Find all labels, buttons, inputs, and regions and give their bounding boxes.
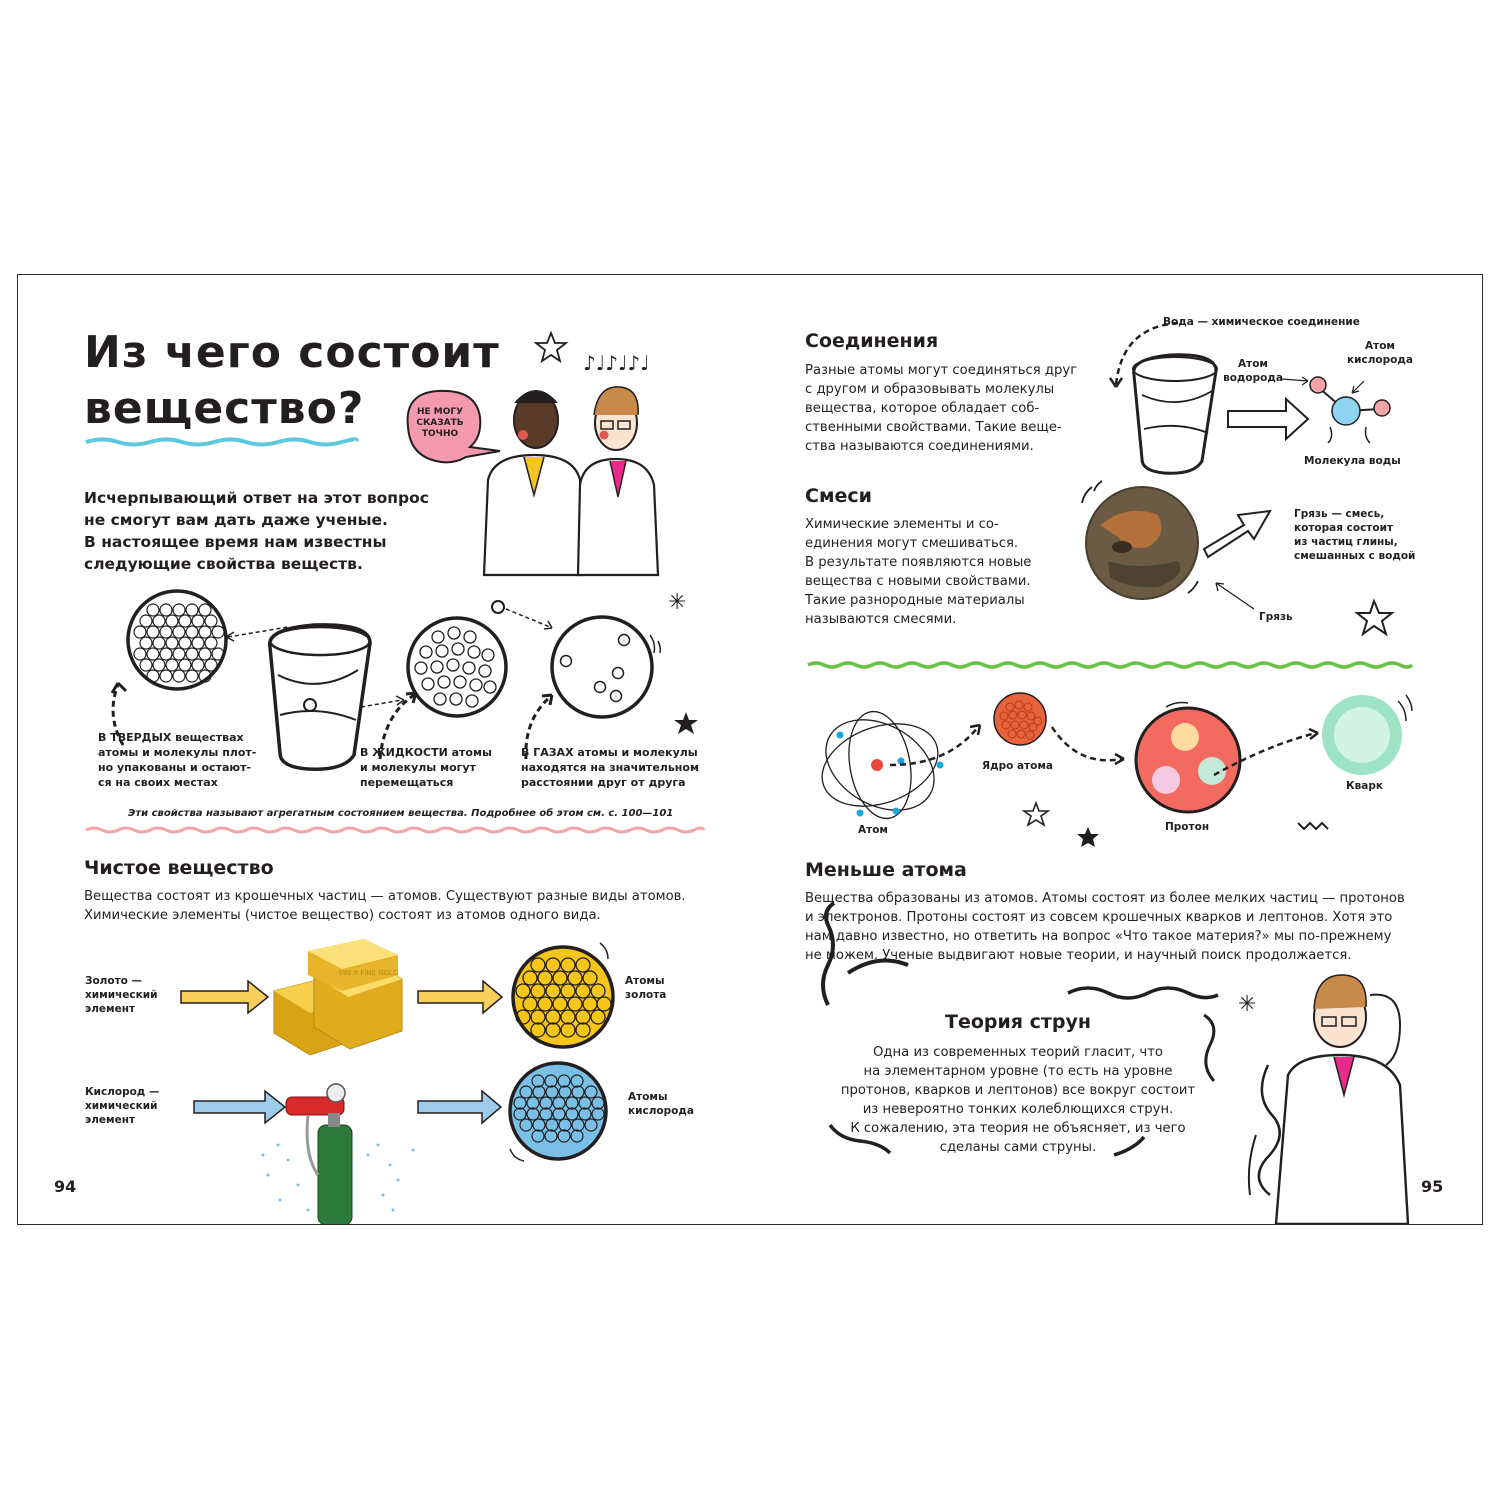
- states-note: Эти свойства называют агрегатным состоянием вещества. Подробнее об этом см. с. 100—101: [128, 808, 674, 819]
- body-line: Вещества образованы из атомов. Атомы состоят из более мелких частиц — протонов: [805, 891, 1405, 906]
- atom-diagram-illustration: [810, 701, 950, 828]
- caption-line: В ГАЗАХ атомы и молекулы: [521, 746, 698, 759]
- string-frame-right: [1204, 1015, 1214, 1081]
- body-line: Разные атомы могут соединяться друг: [805, 363, 1078, 378]
- body-line: сделаны сами струны.: [939, 1140, 1097, 1155]
- gold-arrow-right: [418, 981, 502, 1013]
- string-theory-heading: Теория струн: [944, 1011, 1092, 1033]
- atom-label: Атом: [858, 824, 889, 836]
- label-line: химический: [85, 989, 158, 1001]
- label-line: Золото —: [85, 975, 143, 987]
- blue-arrow-right: [418, 1091, 501, 1123]
- label-line: Атом: [1237, 358, 1268, 370]
- body-line: Вещества состоят из крошечных частиц — атомов. Существуют разные виды атомов.: [84, 889, 686, 904]
- smaller-than-atom-heading: Меньше атома: [805, 859, 967, 881]
- label-line: элемент: [85, 1003, 136, 1015]
- water-molecule-illustration: [1310, 377, 1390, 443]
- body-line: нам давно известно, но ответить на вопрос «Что такое материя?» мы по-прежнему: [805, 929, 1392, 944]
- quark-label: Кварк: [1346, 780, 1383, 792]
- label-line: Атомы: [628, 1091, 668, 1103]
- label-line: смешанных с водой: [1294, 550, 1416, 562]
- gold-arrow-left: [181, 981, 268, 1013]
- caption-line: и молекулы могут: [360, 761, 476, 774]
- lead-line: Исчерпывающий ответ на этот вопрос: [84, 489, 429, 507]
- gas-caption: [521, 745, 711, 790]
- compounds-heading: Соединения: [805, 330, 939, 352]
- nucleus-illustration: [994, 693, 1046, 745]
- star-outline-icon-2: [1357, 601, 1392, 634]
- body-line: К сожалению, эта теория не объясняет, из чего: [850, 1121, 1186, 1136]
- mud-dog-photo: [1082, 481, 1198, 599]
- dashed-arrow-proton: [1052, 727, 1122, 760]
- lead-line: не смогут вам дать даже ученые.: [84, 511, 388, 529]
- water-molecule-label: Молекула воды: [1304, 455, 1401, 467]
- label-line: химический: [85, 1100, 158, 1112]
- bubble-line-3: ТОЧНО: [421, 429, 459, 439]
- body-line: называются смесями.: [805, 612, 957, 627]
- label-line: Атом: [1364, 340, 1395, 352]
- speech-bubble-text: [410, 407, 470, 440]
- mixtures-heading: Смеси: [805, 485, 872, 507]
- body-line: В результате появляются новые: [805, 555, 1032, 570]
- body-line: Такие разнородные материалы: [805, 593, 1025, 608]
- water-cup-illustration: [1133, 355, 1217, 473]
- oxygen-atom-label: [1340, 339, 1420, 367]
- body-line: Одна из современных теорий гласит, что: [873, 1045, 1163, 1060]
- label-line: золота: [625, 989, 667, 1001]
- oxygen-atoms-label: [628, 1090, 708, 1118]
- music-notes-icon: ♪♩♪♩♪♩: [583, 351, 650, 375]
- title-underline: [86, 439, 356, 444]
- body-line: ственными свойствами. Такие веще-: [805, 420, 1062, 435]
- dashed-arrow-3: [506, 609, 550, 627]
- water-label: Вода — химическое соединение: [1163, 316, 1360, 328]
- caption-line: В ЖИДКОСТИ атомы: [360, 746, 492, 759]
- pink-divider: [86, 828, 704, 832]
- label-line: элемент: [85, 1114, 136, 1126]
- asterisk-icon-2: ✳: [1238, 992, 1257, 1017]
- mixtures-body: [805, 515, 1065, 629]
- asterisk-icon: ✳: [668, 590, 687, 615]
- body-line: вещества с новыми свойствами.: [805, 574, 1031, 589]
- label-line: кислорода: [1347, 354, 1413, 366]
- string-theory-body: [838, 1043, 1198, 1157]
- squiggle-icon: [1298, 823, 1328, 829]
- hydrogen-label: [1218, 357, 1288, 385]
- label-line: Грязь — смесь,: [1294, 508, 1385, 520]
- mud-label: [1294, 507, 1444, 563]
- proton-label: Протон: [1165, 821, 1210, 833]
- nucleus-label: Ядро атома: [982, 760, 1054, 772]
- star-filled-icon: [674, 712, 698, 734]
- label-line: Атомы: [625, 975, 665, 987]
- big-arrow-outline: [1228, 399, 1308, 439]
- star-outline-icon-3: [1024, 803, 1048, 825]
- body-line: и электронов. Протоны состоят из совсем крошечных кварков и лептонов. Хотя это: [805, 910, 1393, 925]
- caption-line: находятся на значительном: [521, 761, 699, 774]
- string-frame-top: [1068, 988, 1218, 998]
- page-number-left: 94: [54, 1177, 77, 1196]
- body-line: протонов, кварков и лептонов) все вокруг состоит: [840, 1083, 1196, 1098]
- body-line: не можем. Ученые выдвигают новые теории, и научный поиск продолжается.: [805, 948, 1352, 963]
- body-line: из невероятно тонких колеблющихся струн.: [862, 1102, 1174, 1117]
- pure-substance-body: [84, 887, 724, 925]
- star-filled-icon-2: [1077, 827, 1099, 847]
- gold-bar-text: 999.9 FINE GOLD: [338, 969, 399, 977]
- pure-substance-heading: Чистое вещество: [84, 857, 274, 879]
- lead-line: следующие свойства веществ.: [84, 555, 363, 573]
- bubble-line-1: НЕ МОГУ: [416, 407, 464, 417]
- gold-bars-illustration: [274, 939, 402, 1055]
- mud-arrow: [1204, 511, 1270, 557]
- solid-atoms-illustration: [128, 591, 226, 689]
- oxygen-label: [85, 1085, 175, 1127]
- body-line: ства называются соединениями.: [805, 439, 1034, 454]
- oxygen-tank-illustration: [262, 1084, 415, 1225]
- gold-label: [85, 974, 175, 1016]
- gold-atoms-illustration: [513, 943, 613, 1047]
- body-line: Химические элементы и со-: [805, 517, 999, 532]
- body-line: единения могут смешиваться.: [805, 536, 1019, 551]
- bubble-line-2: СКАЗАТЬ: [416, 418, 464, 428]
- caption-line: ся на своих местах: [98, 776, 218, 789]
- scientist-1-illustration: [484, 390, 584, 575]
- oxygen-atoms-illustration: [510, 1063, 606, 1161]
- body-line: на элементарном уровне (то есть на уровне: [863, 1064, 1173, 1079]
- scientist-3-illustration: [1249, 975, 1408, 1224]
- caption-line: В ТВЕРДЫХ веществах: [98, 731, 244, 744]
- dirt-label: Грязь: [1259, 611, 1293, 623]
- body-line: Химические элементы (чистое вещество) состоят из атомов одного вида.: [84, 908, 601, 923]
- quark-illustration: [1322, 695, 1412, 775]
- blue-arrow-left: [194, 1091, 285, 1123]
- green-divider: [808, 663, 1412, 667]
- caption-line: атомы и молекулы плот-: [98, 746, 257, 759]
- title-line-1: Из чего состоит: [84, 327, 500, 378]
- compounds-body: [805, 361, 1095, 456]
- liquid-caption: [360, 745, 510, 790]
- star-outline-icon: [536, 333, 566, 361]
- proton-illustration: [1136, 703, 1240, 813]
- label-line: из частиц глины,: [1294, 536, 1398, 548]
- solid-caption: [98, 730, 278, 790]
- smaller-than-atom-body: [805, 889, 1445, 965]
- dashed-arrow-2: [361, 700, 402, 707]
- label-line: которая состоит: [1294, 522, 1394, 534]
- scientist-2-illustration: [578, 387, 658, 575]
- lead-paragraph: [84, 487, 464, 575]
- gold-atoms-label: [625, 974, 695, 1002]
- caption-line: перемещаться: [360, 776, 454, 789]
- label-line: кислорода: [628, 1105, 694, 1117]
- gas-atoms-illustration: [552, 617, 660, 717]
- book-spread: [17, 274, 1483, 1225]
- caption-line: но упакованы и остают-: [98, 761, 252, 774]
- caption-line: расстоянии друг от друга: [521, 776, 686, 789]
- label-line: водорода: [1223, 372, 1283, 384]
- page-number-right: 95: [1421, 1177, 1444, 1196]
- lead-line: В настоящее время нам известны: [84, 533, 387, 551]
- label-line: Кислород —: [85, 1086, 160, 1098]
- liquid-atoms-illustration: [408, 618, 506, 716]
- body-line: вещества, которое обладает соб-: [805, 401, 1040, 416]
- title-line-2: вещество?: [84, 383, 365, 434]
- body-line: с другом и образовывать молекулы: [805, 382, 1055, 397]
